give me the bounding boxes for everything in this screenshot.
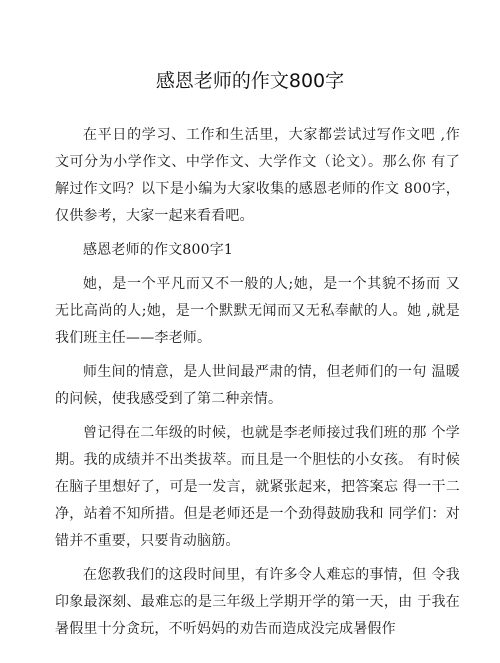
- section-heading: 感恩老师的作文800字1: [83, 242, 234, 258]
- paragraph-intro: 在平日的学习、工作和生活里，大家都尝试过写作文吧 ,作文可分为小学作文、中学作文、大学作文（论文）。那么你 有了解过作文吗？以下是小编为大家收集的感恩老师的作文 800字，仅供参考，大家一起来看看吧。: [55, 127, 460, 224]
- paragraph: 师生间的情意，是人世间最严肃的情，但老师们的一句 温暖的问候，使我感受到了第二种亲情。: [55, 364, 460, 407]
- document-title: 感恩老师的作文800字: [155, 70, 345, 92]
- document-body: [55, 122, 460, 650]
- paragraph: 在您教我们的这段时间里，有许多令人难忘的事情，但 令我印象最深刻、最难忘的是三年级上学期开学的第一天，由 于我在暑假里十分贪玩，不听妈妈的劝告而造成没完成暑假作: [55, 567, 460, 637]
- paragraph: 曾记得在二年级的时候，也就是李老师接过我们班的那 个学期。我的成绩并不出类拔萃。而且是一个胆怯的小女孩。 有时候在脑子里想好了，可是一发言，就紧张起来，把答案忘 得一干二净，站着不知所措。但是老师还是一个劲得鼓励我和 同学们：对错并不重要，只要肯动脑筋。: [55, 425, 460, 549]
- paragraph: 她，是一个平凡而又不一般的人;她，是一个其貌不扬而 又无比高尚的人;她，是一个默默无闻而又无私奉献的人。她 ,就是我们班主任——李老师。: [55, 276, 460, 346]
